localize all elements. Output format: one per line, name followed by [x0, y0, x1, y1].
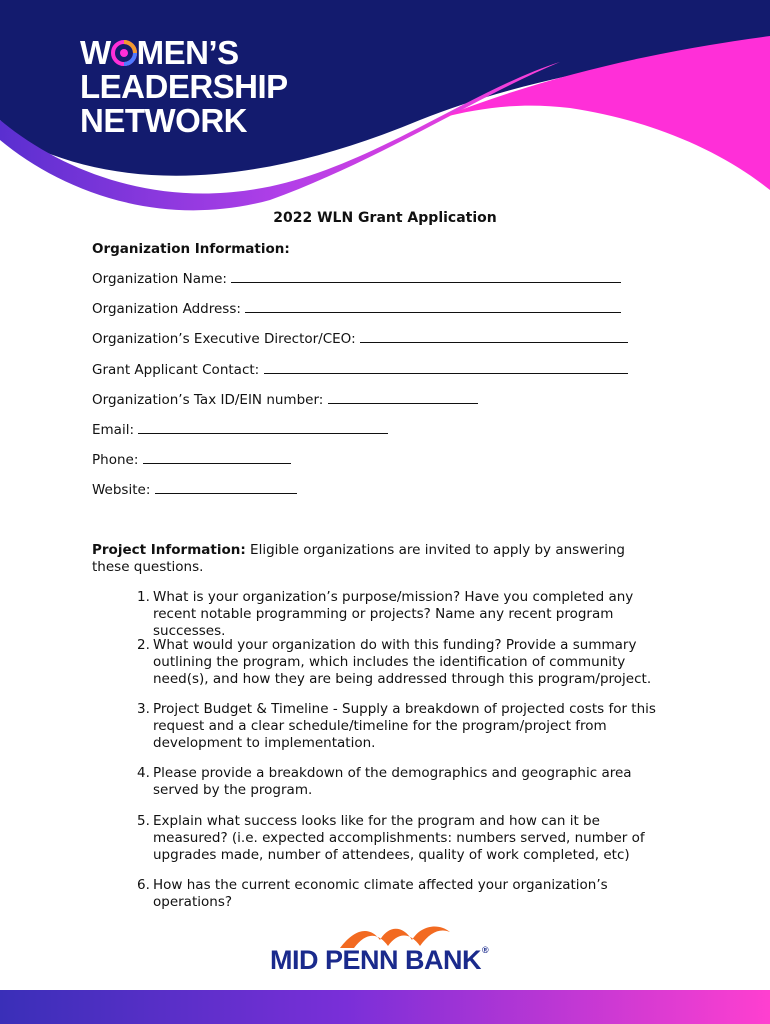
question-number: 4.: [137, 765, 150, 781]
field-label: Phone:: [92, 452, 139, 468]
question-text: How has the current economic climate affected your organization’s operations?: [153, 877, 608, 910]
project-intro-text: Eligible organizations are invited to apply by answering these questions.: [92, 542, 625, 575]
field-email: [92, 422, 388, 438]
applicant-contact-blank[interactable]: [264, 362, 628, 374]
registered-mark: ®: [482, 945, 489, 955]
project-intro: [92, 542, 652, 576]
field-tax-id: [92, 392, 478, 408]
mid-penn-bank-logo: [270, 945, 488, 976]
executive-director-blank[interactable]: [360, 331, 628, 343]
question-text: What would your organization do with this funding? Provide a summary outlining the program, which includes the identification of community need(s), and how they are being addressed through this program/project.: [153, 637, 652, 687]
question-item: [137, 701, 667, 752]
question-item: [137, 637, 667, 688]
logo-text-network: NETWORK: [80, 102, 247, 139]
field-org-address: [92, 301, 621, 317]
question-text: What is your organization’s purpose/mission? Have you completed any recent notable programming or projects? Name any recent program successes.: [153, 589, 634, 639]
logo-swirl-icon: [111, 40, 137, 66]
wln-logo: [80, 36, 288, 138]
bank-name-text: MID PENN BANK: [270, 945, 482, 975]
footer-gradient-bar: [0, 990, 770, 1024]
phone-blank[interactable]: [143, 452, 291, 464]
website-blank[interactable]: [155, 482, 297, 494]
page-title: 2022 WLN Grant Application: [273, 210, 497, 226]
field-applicant-contact: [92, 362, 628, 378]
field-website: [92, 482, 297, 498]
field-label: Grant Applicant Contact:: [92, 362, 260, 378]
project-heading: Project Information:: [92, 542, 246, 558]
question-item: [137, 765, 667, 799]
question-text: Please provide a breakdown of the demographics and geographic area served by the program.: [153, 765, 632, 798]
field-phone: [92, 452, 291, 468]
tax-id-blank[interactable]: [328, 392, 478, 404]
question-text: Explain what success looks like for the program and how can it be measured? (i.e. expected accomplishments: numbers served, number of upgrades made, number of attendees, quality of work completed, etc): [153, 813, 645, 863]
logo-text-leadership: LEADERSHIP: [80, 68, 288, 105]
field-label: Email:: [92, 422, 135, 438]
field-label: Organization Name:: [92, 271, 227, 287]
field-label: Organization Address:: [92, 301, 241, 317]
email-blank[interactable]: [138, 422, 388, 434]
question-number: 1.: [137, 589, 150, 605]
org-section-heading: Organization Information:: [92, 241, 290, 257]
field-executive-director: [92, 331, 628, 347]
logo-text-men: MEN’S: [136, 34, 239, 71]
question-number: 2.: [137, 637, 150, 653]
org-address-blank[interactable]: [245, 301, 621, 313]
logo-text-w: W: [80, 34, 111, 71]
field-label: Organization’s Tax ID/EIN number:: [92, 392, 324, 408]
field-org-name: [92, 271, 621, 287]
question-number: 5.: [137, 813, 150, 829]
question-item: [137, 877, 667, 911]
field-label: Organization’s Executive Director/CEO:: [92, 331, 356, 347]
question-number: 6.: [137, 877, 150, 893]
question-number: 3.: [137, 701, 150, 717]
question-item: [137, 589, 667, 640]
question-text: Project Budget & Timeline - Supply a breakdown of projected costs for this request and a clear schedule/timeline for the program/project from development to implementation.: [153, 701, 656, 751]
question-item: [137, 813, 667, 864]
org-name-blank[interactable]: [231, 271, 621, 283]
field-label: Website:: [92, 482, 151, 498]
